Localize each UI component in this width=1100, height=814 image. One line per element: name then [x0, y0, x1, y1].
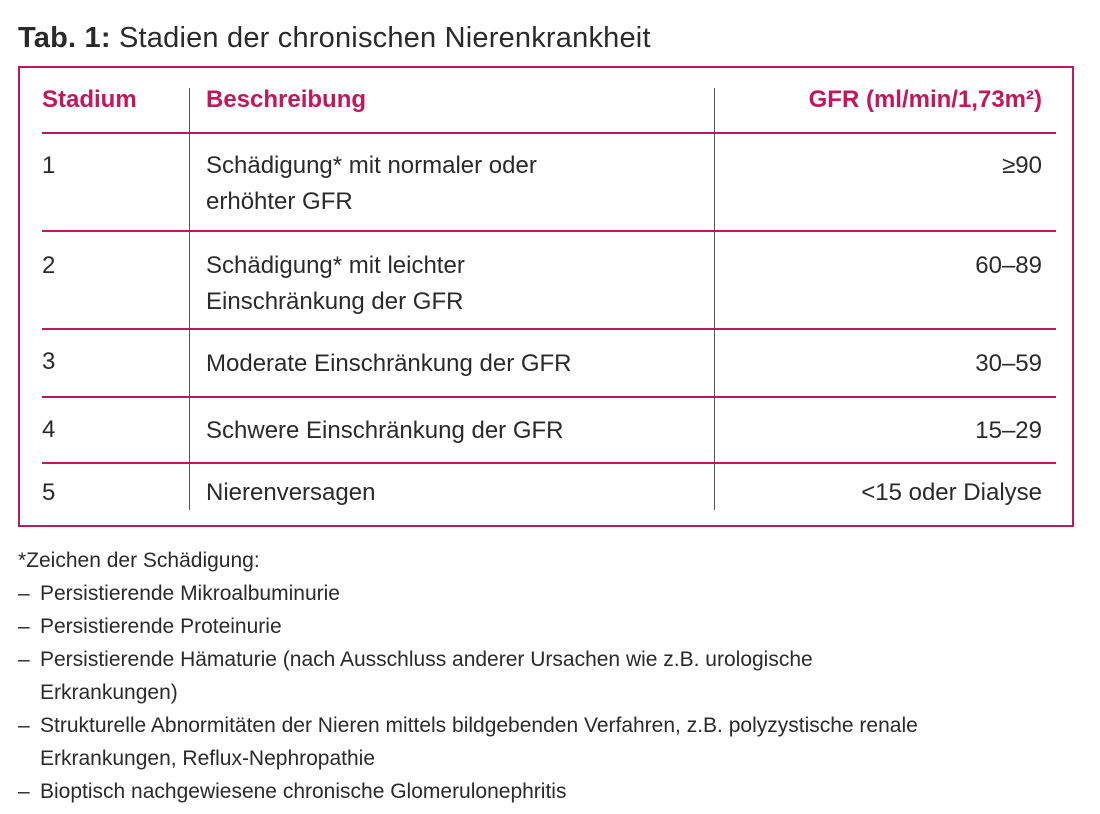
- footnote-dash: –: [18, 615, 30, 638]
- cell-stadium: 5: [42, 479, 56, 506]
- footnote-line: Persistierende Proteinurie: [40, 615, 282, 638]
- footnote-line: Bioptisch nachgewiesene chronische Glomerulonephritis: [40, 780, 567, 803]
- cell-gfr: 60–89: [975, 252, 1042, 279]
- footnote-item: [18, 610, 1078, 643]
- cell-gfr: 30–59: [975, 350, 1042, 377]
- table-row: [42, 330, 1076, 398]
- table-row: [42, 398, 1076, 464]
- footnote-item: [18, 775, 1078, 808]
- table-caption: [18, 18, 651, 58]
- cell-beschreibung-line: Einschränkung der GFR: [206, 288, 464, 315]
- cell-stadium: 3: [42, 348, 56, 375]
- footnote-text: [40, 577, 340, 610]
- cell-beschreibung: [206, 413, 564, 449]
- footnote-line: Erkrankungen): [40, 681, 178, 704]
- header-beschreibung: Beschreibung: [206, 86, 367, 113]
- footnote-dash: –: [18, 714, 30, 737]
- caption-label: Tab. 1:: [18, 22, 111, 54]
- footnote-item: [18, 709, 1078, 775]
- footnote-text: [40, 610, 282, 643]
- footnote-dash: –: [18, 648, 30, 671]
- table-row: [42, 464, 1076, 524]
- cell-beschreibung-line: Nierenversagen: [206, 479, 376, 506]
- cell-beschreibung: [206, 148, 537, 220]
- cell-beschreibung: [206, 248, 465, 320]
- table-row: [42, 232, 1076, 330]
- cell-gfr: <15 oder Dialyse: [861, 479, 1042, 506]
- footnote-heading: *Zeichen der Schädigung:: [18, 549, 260, 572]
- footnote-line: Erkrankungen, Reflux-Nephropathie: [40, 747, 376, 770]
- cell-beschreibung-line: Schwere Einschränkung der GFR: [206, 417, 564, 444]
- footnote-dash: –: [18, 582, 30, 605]
- cell-gfr: ≥90: [1002, 152, 1042, 179]
- footnote-text: [40, 643, 813, 709]
- table-header-row: [42, 68, 1076, 134]
- cell-beschreibung-line: Schädigung* mit leichter: [206, 252, 465, 279]
- footnote-line: Persistierende Mikroalbuminurie: [40, 582, 340, 605]
- cell-beschreibung-line: erhöhter GFR: [206, 188, 353, 215]
- footnote-dash: –: [18, 780, 30, 803]
- footnote-line: Strukturelle Abnormitäten der Nieren mittels bildgebenden Verfahren, z.B. polyzystische renale: [40, 714, 918, 737]
- footnote-text: [40, 709, 918, 775]
- cell-beschreibung-line: Schädigung* mit normaler oder: [206, 152, 537, 179]
- cell-stadium: 4: [42, 416, 56, 443]
- footnote-text: [40, 775, 566, 808]
- cell-stadium: 2: [42, 252, 56, 279]
- stages-table: [18, 66, 1074, 527]
- table-row: [42, 134, 1076, 232]
- header-stadium: Stadium: [42, 86, 137, 113]
- caption-title: Stadien der chronischen Nierenkrankheit: [118, 22, 651, 54]
- cell-beschreibung-line: Moderate Einschränkung der GFR: [206, 350, 572, 377]
- footnote-item: [18, 643, 1078, 709]
- cell-gfr: 15–29: [975, 417, 1042, 444]
- footnote-item: [18, 577, 1078, 610]
- cell-beschreibung: [206, 346, 572, 382]
- header-gfr: GFR (ml/min/1,73m²): [808, 86, 1042, 113]
- footnotes: [18, 544, 1078, 808]
- cell-stadium: 1: [42, 152, 56, 179]
- cell-beschreibung: [206, 475, 375, 511]
- footnote-line: Persistierende Hämaturie (nach Ausschluss anderer Ursachen wie z.B. urologische: [40, 648, 813, 671]
